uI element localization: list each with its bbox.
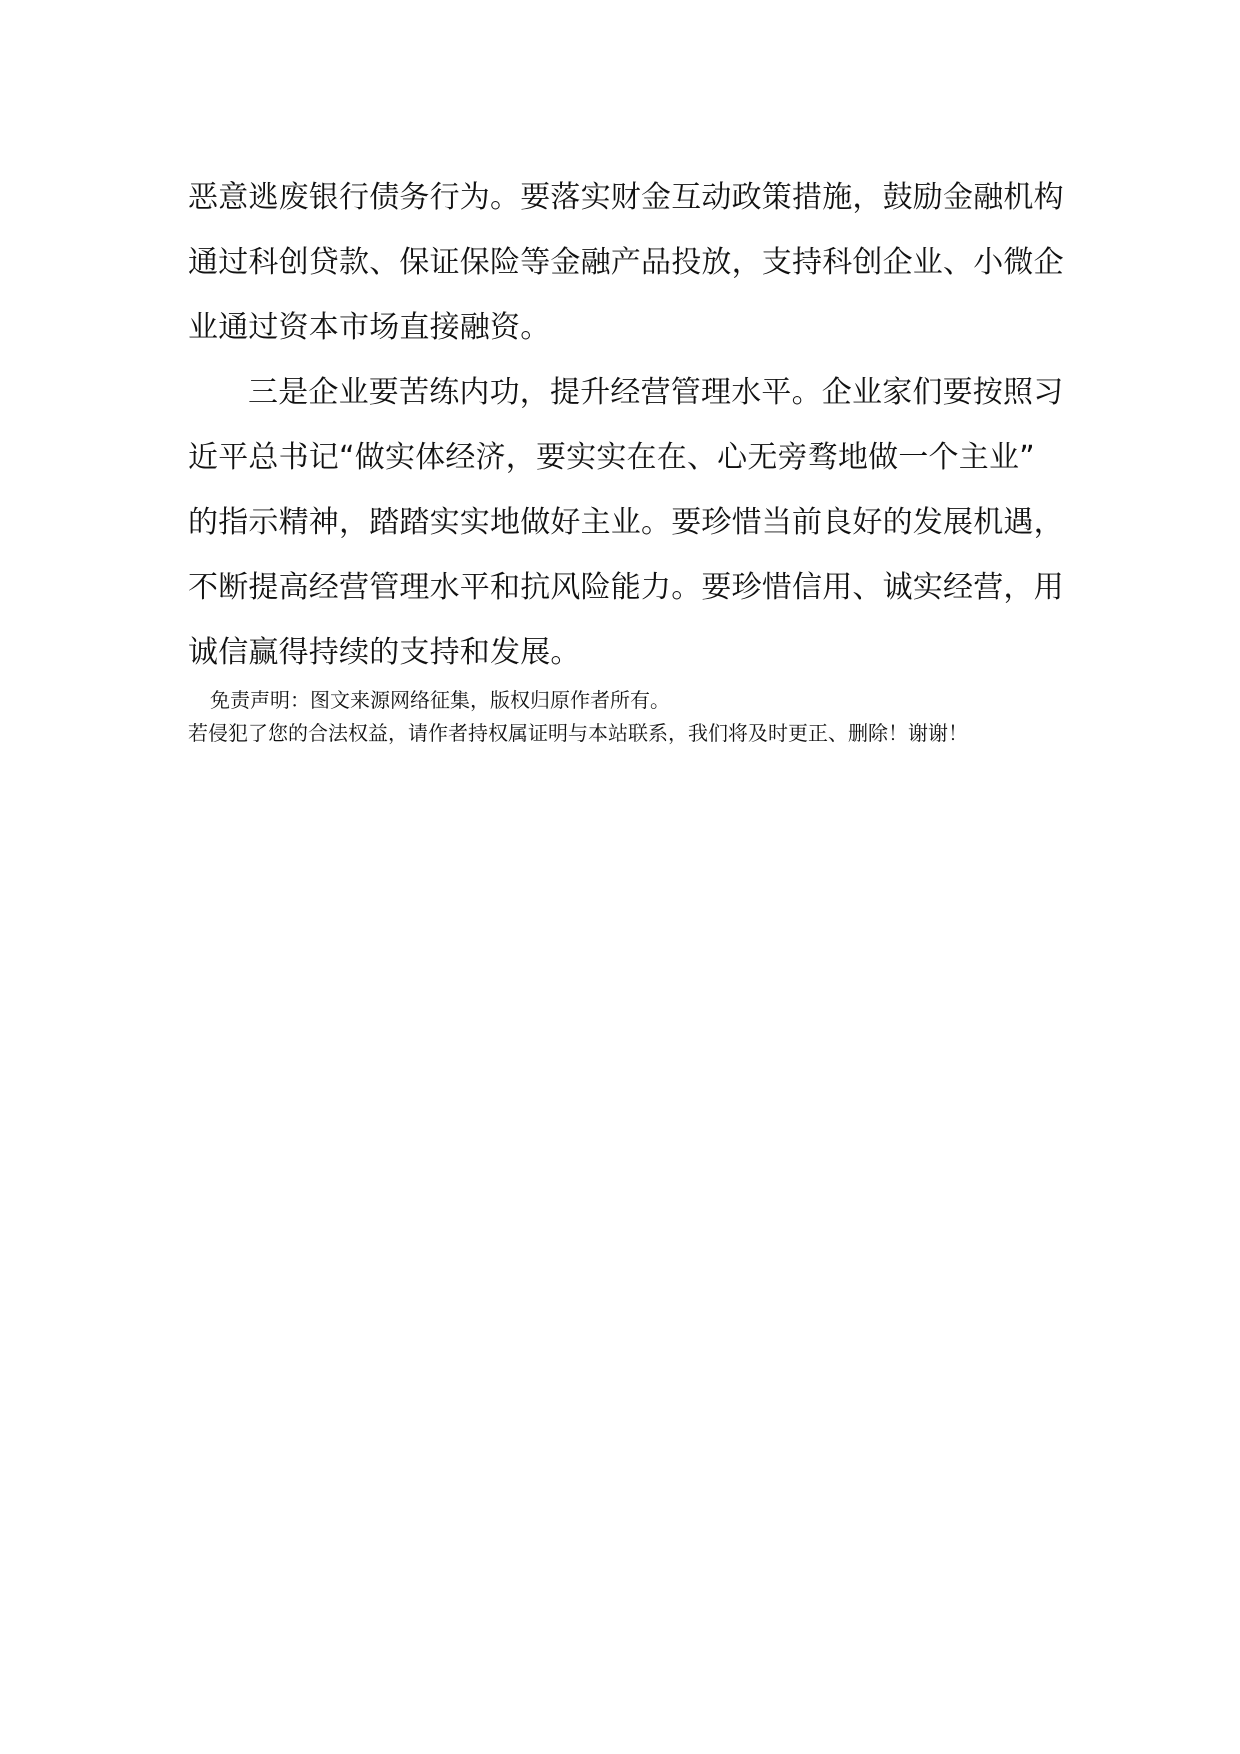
disclaimer-line-1: 免责声明：图文来源网络征集，版权归原作者所有。 [210, 688, 670, 712]
disclaimer-line-2: 若侵犯了您的合法权益，请作者持权属证明与本站联系，我们将及时更正、删除！谢谢！ [188, 721, 968, 745]
paragraph-line: 业通过资本市场直接融资。 [188, 310, 551, 345]
paragraph-line: 近平总书记“做实体经济，要实实在在、心无旁骛地做一个主业” [188, 440, 1035, 475]
paragraph-line: 诚信赢得持续的支持和发展。 [188, 635, 581, 670]
paragraph-line: 通过科创贷款、保证保险等金融产品投放，支持科创企业、小微企 [188, 245, 1064, 280]
paragraph-line: 不断提高经营管理水平和抗风险能力。要珍惜信用、诚实经营，用 [188, 570, 1064, 605]
paragraph-line-indented: 三是企业要苦练内功，提升经营管理水平。企业家们要按照习 [248, 375, 1064, 410]
paragraph-line: 的指示精神，踏踏实实地做好主业。要珍惜当前良好的发展机遇， [188, 505, 1064, 540]
paragraph-line: 恶意逃废银行债务行为。要落实财金互动政策措施，鼓励金融机构 [188, 180, 1064, 215]
